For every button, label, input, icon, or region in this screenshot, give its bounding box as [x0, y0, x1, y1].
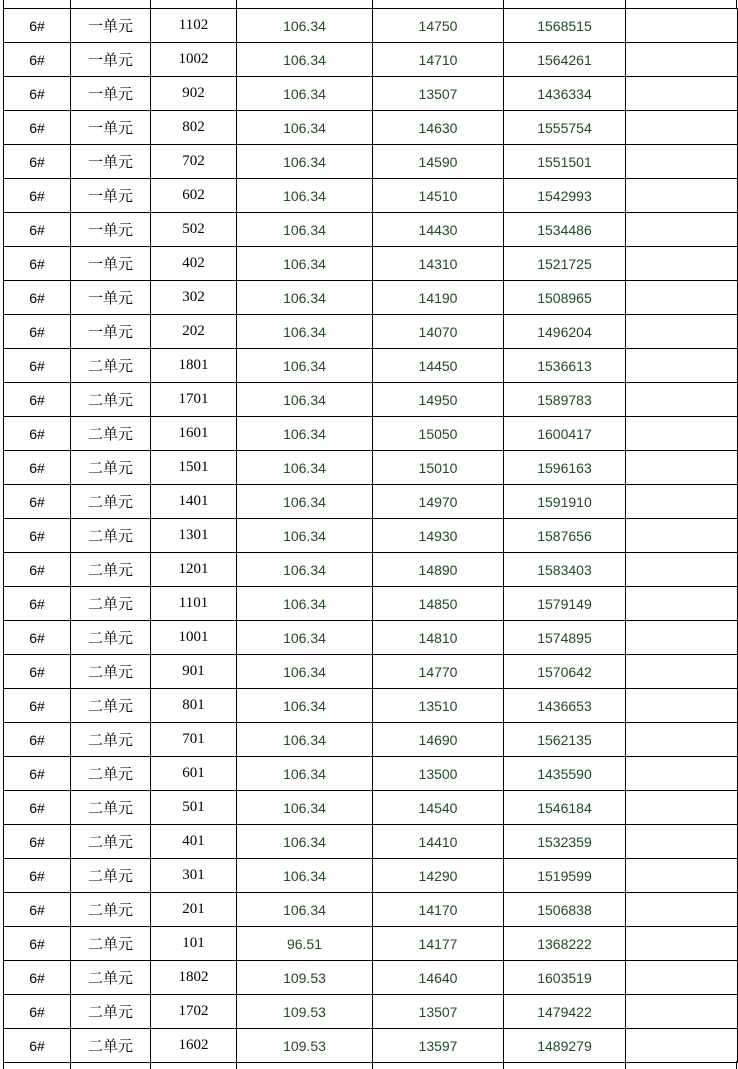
unit-cell: 二单元: [71, 383, 151, 417]
empty-cell: [626, 825, 738, 859]
unit-price-cell: 13510: [373, 689, 504, 723]
total-price-cell: 1534486: [504, 213, 626, 247]
unit-cell: 二单元: [71, 417, 151, 451]
area-cell: 106.34: [237, 519, 373, 553]
empty-cell: [626, 757, 738, 791]
room-number-cell: 701: [151, 723, 237, 757]
total-price-cell: 1568515: [504, 9, 626, 43]
unit-cell: 一单元: [71, 179, 151, 213]
table-row: [4, 281, 738, 315]
area-cell: 106.34: [237, 145, 373, 179]
area-cell: 96.51: [237, 927, 373, 961]
unit-price-cell: 13507: [373, 995, 504, 1029]
table-row: [4, 621, 738, 655]
table-row: [4, 587, 738, 621]
table-row: [4, 927, 738, 961]
building-cell: 6#: [4, 723, 71, 757]
room-number-cell: 1401: [151, 485, 237, 519]
unit-cell: 一单元: [71, 9, 151, 43]
table-row: [4, 961, 738, 995]
total-price-cell: 1587656: [504, 519, 626, 553]
building-cell: 6#: [4, 927, 71, 961]
table-row: [4, 213, 738, 247]
room-number-cell: 601: [151, 757, 237, 791]
total-price-cell: 1551501: [504, 145, 626, 179]
room-number-cell: 101: [151, 927, 237, 961]
building-cell: 6#: [4, 485, 71, 519]
unit-cell: 二单元: [71, 961, 151, 995]
area-cell: 106.34: [237, 281, 373, 315]
building-cell: 6#: [4, 315, 71, 349]
unit-cell: 二单元: [71, 689, 151, 723]
unit-price-cell: 14510: [373, 179, 504, 213]
table-row: [4, 553, 738, 587]
unit-price-cell: 14890: [373, 553, 504, 587]
total-price-cell: 1532359: [504, 825, 626, 859]
total-price-cell: 1564261: [504, 43, 626, 77]
total-price-cell: 1521725: [504, 247, 626, 281]
room-number-cell: 802: [151, 111, 237, 145]
unit-cell: 一单元: [71, 315, 151, 349]
unit-cell: 二单元: [71, 893, 151, 927]
building-cell: 6#: [4, 451, 71, 485]
table-row: [4, 9, 738, 43]
room-number-cell: 801: [151, 689, 237, 723]
area-cell: 106.34: [237, 791, 373, 825]
building-cell: 6#: [4, 995, 71, 1029]
area-cell: 106.34: [237, 77, 373, 111]
empty-cell: [626, 1029, 738, 1063]
cropped-row-bottom: [3, 1061, 737, 1069]
empty-cell: [626, 961, 738, 995]
area-cell: 106.34: [237, 621, 373, 655]
empty-cell: [626, 417, 738, 451]
unit-cell: 二单元: [71, 655, 151, 689]
room-number-cell: 302: [151, 281, 237, 315]
total-price-cell: 1579149: [504, 587, 626, 621]
empty-cell: [626, 587, 738, 621]
building-cell: 6#: [4, 77, 71, 111]
table-row: [4, 995, 738, 1029]
total-price-cell: 1546184: [504, 791, 626, 825]
area-cell: 106.34: [237, 757, 373, 791]
unit-price-cell: 14970: [373, 485, 504, 519]
unit-price-cell: 14290: [373, 859, 504, 893]
building-cell: 6#: [4, 757, 71, 791]
building-cell: 6#: [4, 553, 71, 587]
empty-cell: [626, 349, 738, 383]
room-number-cell: 1201: [151, 553, 237, 587]
total-price-cell: 1555754: [504, 111, 626, 145]
building-cell: 6#: [4, 791, 71, 825]
empty-cell: [626, 553, 738, 587]
unit-price-cell: 14430: [373, 213, 504, 247]
total-price-cell: 1536613: [504, 349, 626, 383]
total-price-cell: 1570642: [504, 655, 626, 689]
building-cell: 6#: [4, 247, 71, 281]
area-cell: 106.34: [237, 859, 373, 893]
total-price-cell: 1603519: [504, 961, 626, 995]
room-number-cell: 301: [151, 859, 237, 893]
table-row: [4, 485, 738, 519]
unit-price-cell: 14750: [373, 9, 504, 43]
empty-cell: [626, 485, 738, 519]
building-cell: 6#: [4, 9, 71, 43]
unit-price-cell: 14070: [373, 315, 504, 349]
table-row: [4, 519, 738, 553]
unit-price-cell: 14630: [373, 111, 504, 145]
unit-cell: 二单元: [71, 995, 151, 1029]
room-number-cell: 1501: [151, 451, 237, 485]
total-price-cell: 1479422: [504, 995, 626, 1029]
area-cell: 106.34: [237, 825, 373, 859]
room-number-cell: 1301: [151, 519, 237, 553]
table-row: [4, 383, 738, 417]
total-price-cell: 1562135: [504, 723, 626, 757]
price-table: [3, 8, 738, 1063]
table-row: [4, 111, 738, 145]
room-number-cell: 1102: [151, 9, 237, 43]
total-price-cell: 1574895: [504, 621, 626, 655]
table-row: [4, 1029, 738, 1063]
area-cell: 109.53: [237, 995, 373, 1029]
unit-price-cell: 14177: [373, 927, 504, 961]
unit-cell: 二单元: [71, 927, 151, 961]
unit-cell: 一单元: [71, 247, 151, 281]
area-cell: 106.34: [237, 179, 373, 213]
room-number-cell: 401: [151, 825, 237, 859]
building-cell: 6#: [4, 145, 71, 179]
unit-price-cell: 14410: [373, 825, 504, 859]
table-row: [4, 689, 738, 723]
empty-cell: [626, 281, 738, 315]
unit-cell: 二单元: [71, 451, 151, 485]
total-price-cell: 1596163: [504, 451, 626, 485]
table-row: [4, 43, 738, 77]
room-number-cell: 702: [151, 145, 237, 179]
total-price-cell: 1600417: [504, 417, 626, 451]
unit-cell: 一单元: [71, 77, 151, 111]
empty-cell: [626, 77, 738, 111]
table-row: [4, 451, 738, 485]
table-row: [4, 791, 738, 825]
empty-cell: [626, 859, 738, 893]
area-cell: 106.34: [237, 213, 373, 247]
unit-price-cell: 13507: [373, 77, 504, 111]
total-price-cell: 1542993: [504, 179, 626, 213]
room-number-cell: 602: [151, 179, 237, 213]
table-row: [4, 349, 738, 383]
unit-cell: 二单元: [71, 587, 151, 621]
total-price-cell: 1496204: [504, 315, 626, 349]
empty-cell: [626, 111, 738, 145]
room-number-cell: 1702: [151, 995, 237, 1029]
unit-price-cell: 14930: [373, 519, 504, 553]
building-cell: 6#: [4, 111, 71, 145]
area-cell: 106.34: [237, 553, 373, 587]
room-number-cell: 1602: [151, 1029, 237, 1063]
unit-price-cell: 14810: [373, 621, 504, 655]
empty-cell: [626, 893, 738, 927]
room-number-cell: 202: [151, 315, 237, 349]
area-cell: 106.34: [237, 655, 373, 689]
building-cell: 6#: [4, 961, 71, 995]
empty-cell: [626, 145, 738, 179]
unit-price-cell: 15050: [373, 417, 504, 451]
empty-cell: [626, 451, 738, 485]
empty-cell: [626, 621, 738, 655]
area-cell: 106.34: [237, 9, 373, 43]
empty-cell: [626, 213, 738, 247]
cropped-row-top: [3, 0, 737, 8]
unit-cell: 二单元: [71, 791, 151, 825]
building-cell: 6#: [4, 43, 71, 77]
table-row: [4, 179, 738, 213]
area-cell: 106.34: [237, 349, 373, 383]
building-cell: 6#: [4, 587, 71, 621]
area-cell: 106.34: [237, 315, 373, 349]
building-cell: 6#: [4, 893, 71, 927]
building-cell: 6#: [4, 383, 71, 417]
area-cell: 106.34: [237, 43, 373, 77]
area-cell: 106.34: [237, 587, 373, 621]
room-number-cell: 502: [151, 213, 237, 247]
table-row: [4, 723, 738, 757]
table-row: [4, 145, 738, 179]
empty-cell: [626, 9, 738, 43]
unit-cell: 二单元: [71, 485, 151, 519]
empty-cell: [626, 927, 738, 961]
area-cell: 106.34: [237, 247, 373, 281]
room-number-cell: 501: [151, 791, 237, 825]
building-cell: 6#: [4, 621, 71, 655]
total-price-cell: 1489279: [504, 1029, 626, 1063]
empty-cell: [626, 689, 738, 723]
area-cell: 106.34: [237, 689, 373, 723]
table-row: [4, 859, 738, 893]
building-cell: 6#: [4, 519, 71, 553]
table-row: [4, 247, 738, 281]
price-table-body: [4, 9, 738, 1063]
unit-price-cell: 14850: [373, 587, 504, 621]
table-row: [4, 315, 738, 349]
room-number-cell: 402: [151, 247, 237, 281]
empty-cell: [626, 383, 738, 417]
unit-price-cell: 14540: [373, 791, 504, 825]
unit-cell: 二单元: [71, 859, 151, 893]
total-price-cell: 1506838: [504, 893, 626, 927]
area-cell: 106.34: [237, 893, 373, 927]
empty-cell: [626, 315, 738, 349]
total-price-cell: 1435590: [504, 757, 626, 791]
unit-cell: 二单元: [71, 723, 151, 757]
building-cell: 6#: [4, 1029, 71, 1063]
building-cell: 6#: [4, 281, 71, 315]
total-price-cell: 1508965: [504, 281, 626, 315]
unit-price-cell: 14170: [373, 893, 504, 927]
area-cell: 106.34: [237, 383, 373, 417]
table-row: [4, 417, 738, 451]
table-row: [4, 825, 738, 859]
area-cell: 106.34: [237, 111, 373, 145]
unit-price-cell: 13500: [373, 757, 504, 791]
unit-cell: 二单元: [71, 621, 151, 655]
table-row: [4, 655, 738, 689]
total-price-cell: 1591910: [504, 485, 626, 519]
unit-price-cell: 14190: [373, 281, 504, 315]
room-number-cell: 1601: [151, 417, 237, 451]
building-cell: 6#: [4, 417, 71, 451]
empty-cell: [626, 655, 738, 689]
total-price-cell: 1436653: [504, 689, 626, 723]
unit-price-cell: 14690: [373, 723, 504, 757]
table-row: [4, 757, 738, 791]
building-cell: 6#: [4, 349, 71, 383]
unit-price-cell: 14710: [373, 43, 504, 77]
area-cell: 106.34: [237, 723, 373, 757]
total-price-cell: 1368222: [504, 927, 626, 961]
room-number-cell: 201: [151, 893, 237, 927]
total-price-cell: 1583403: [504, 553, 626, 587]
unit-cell: 二单元: [71, 757, 151, 791]
unit-cell: 二单元: [71, 825, 151, 859]
unit-cell: 二单元: [71, 519, 151, 553]
empty-cell: [626, 179, 738, 213]
room-number-cell: 1701: [151, 383, 237, 417]
unit-cell: 一单元: [71, 213, 151, 247]
unit-cell: 二单元: [71, 553, 151, 587]
empty-cell: [626, 995, 738, 1029]
unit-price-cell: 13597: [373, 1029, 504, 1063]
room-number-cell: 1002: [151, 43, 237, 77]
unit-price-cell: 14450: [373, 349, 504, 383]
total-price-cell: 1589783: [504, 383, 626, 417]
empty-cell: [626, 247, 738, 281]
building-cell: 6#: [4, 655, 71, 689]
area-cell: 106.34: [237, 417, 373, 451]
empty-cell: [626, 723, 738, 757]
room-number-cell: 1001: [151, 621, 237, 655]
empty-cell: [626, 43, 738, 77]
unit-price-cell: 14590: [373, 145, 504, 179]
total-price-cell: 1436334: [504, 77, 626, 111]
room-number-cell: 901: [151, 655, 237, 689]
empty-cell: [626, 519, 738, 553]
unit-price-cell: 14770: [373, 655, 504, 689]
table-row: [4, 893, 738, 927]
building-cell: 6#: [4, 825, 71, 859]
unit-cell: 一单元: [71, 43, 151, 77]
room-number-cell: 902: [151, 77, 237, 111]
unit-cell: 一单元: [71, 145, 151, 179]
total-price-cell: 1519599: [504, 859, 626, 893]
unit-cell: 一单元: [71, 111, 151, 145]
unit-cell: 一单元: [71, 281, 151, 315]
building-cell: 6#: [4, 213, 71, 247]
table-row: [4, 77, 738, 111]
area-cell: 109.53: [237, 1029, 373, 1063]
area-cell: 106.34: [237, 451, 373, 485]
area-cell: 109.53: [237, 961, 373, 995]
building-cell: 6#: [4, 689, 71, 723]
unit-cell: 二单元: [71, 1029, 151, 1063]
room-number-cell: 1101: [151, 587, 237, 621]
unit-price-cell: 14640: [373, 961, 504, 995]
empty-cell: [626, 791, 738, 825]
unit-price-cell: 14950: [373, 383, 504, 417]
building-cell: 6#: [4, 859, 71, 893]
room-number-cell: 1802: [151, 961, 237, 995]
unit-price-cell: 15010: [373, 451, 504, 485]
room-number-cell: 1801: [151, 349, 237, 383]
unit-price-cell: 14310: [373, 247, 504, 281]
area-cell: 106.34: [237, 485, 373, 519]
building-cell: 6#: [4, 179, 71, 213]
unit-cell: 二单元: [71, 349, 151, 383]
